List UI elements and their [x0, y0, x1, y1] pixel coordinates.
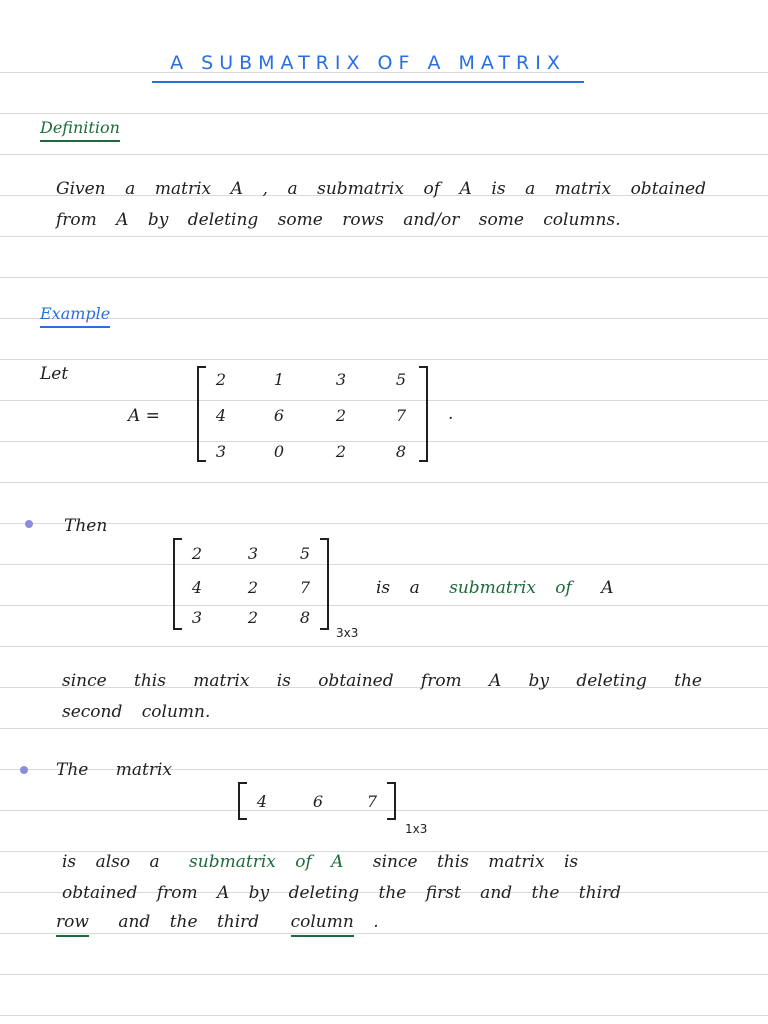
submatrix-3x3-cell-r2c1: 4	[191, 578, 203, 597]
matrix-a-cell-r3c4: 8	[395, 442, 407, 461]
let-label: Let	[40, 364, 69, 384]
page-title: A SUBMATRIX OF A MATRIX	[170, 52, 566, 74]
submatrix-3x3-cell-r1c3: 5	[299, 544, 311, 563]
matrix-a-cell-r1c4: 5	[395, 370, 407, 389]
matrix-a-cell-r3c3: 2	[335, 442, 347, 461]
submatrix-3x3-cell-r1c1: 2	[191, 544, 203, 563]
submatrix-3x3-cell-r3c1: 3	[191, 608, 203, 627]
item1-text-c: A	[601, 578, 614, 598]
item1-text-a: is a	[376, 578, 420, 598]
item1-lead: Then	[64, 516, 108, 536]
submatrix-3x3-right-bracket	[320, 538, 329, 630]
submatrix-1x3-cell-r1c2: 6	[312, 792, 324, 811]
title-underline	[152, 81, 584, 83]
submatrix-3x3-cell-r3c3: 8	[299, 608, 311, 627]
item1-explanation: since this matrix is obtained from A by deleting the second column.	[62, 671, 702, 722]
matrix-a-cell-r1c1: 2	[215, 370, 227, 389]
submatrix-3x3-left-bracket	[173, 538, 182, 630]
item2-lead	[56, 760, 172, 780]
item1-text	[376, 578, 614, 598]
item2-line1-a: is also a	[62, 852, 160, 872]
definition-heading-text: Definition	[40, 118, 120, 142]
item2-keyword: submatrix of A	[189, 852, 344, 872]
submatrix-1x3-dims: 1x3	[405, 822, 428, 836]
item2-line2: obtained from A by deleting the first and the third	[62, 883, 622, 903]
submatrix-1x3	[240, 782, 394, 820]
matrix-a-cell-r3c1: 3	[215, 442, 227, 461]
matrix-a-cell-r2c1: 4	[215, 406, 227, 425]
matrix-a-left-bracket	[197, 366, 206, 462]
submatrix-3x3-cell-r3c2: 2	[247, 608, 259, 627]
item2-column-word: column	[291, 912, 354, 937]
item2-line1-c: since this matrix is	[372, 852, 579, 872]
submatrix-1x3-cell-r1c3: 7	[366, 792, 378, 811]
item2-line1	[62, 852, 702, 872]
item2-lead-a: The	[56, 760, 89, 780]
item2-row-word: row	[56, 912, 89, 937]
example-heading	[40, 304, 110, 323]
definition-text: Given a matrix A , a submatrix of A is a matrix obtained from A by deleting some rows and/or some columns.	[56, 179, 706, 230]
submatrix-3x3-dims: 3x3	[336, 626, 359, 640]
matrix-a-cell-r3c2: 0	[273, 442, 285, 461]
item1-keyword: submatrix of	[449, 578, 572, 598]
submatrix-1x3-right-bracket	[387, 782, 396, 820]
example-heading-text: Example	[40, 304, 110, 328]
item2-line3	[56, 912, 379, 932]
submatrix-3x3-cell-r2c3: 7	[299, 578, 311, 597]
submatrix-3x3	[175, 538, 327, 630]
matrix-a-right-bracket	[419, 366, 428, 462]
matrix-a-cell-r1c3: 3	[335, 370, 347, 389]
submatrix-3x3-cell-r1c2: 3	[247, 544, 259, 563]
submatrix-1x3-left-bracket	[238, 782, 247, 820]
matrix-a-cell-r2c2: 6	[273, 406, 285, 425]
matrix-a-name: A =	[128, 406, 160, 426]
matrix-a-period: .	[448, 404, 454, 424]
matrix-a-cell-r2c4: 7	[395, 406, 407, 425]
matrix-a-cell-r1c2: 1	[273, 370, 285, 389]
submatrix-1x3-cell-r1c1: 4	[256, 792, 268, 811]
item2-line3-period: .	[373, 912, 379, 932]
bullet-dot-icon	[20, 766, 28, 774]
matrix-a-cell-r2c3: 2	[335, 406, 347, 425]
item2-line3-b: and the third	[118, 912, 260, 932]
definition-heading	[40, 118, 120, 137]
bullet-dot-icon	[25, 520, 33, 528]
item2-lead-b: matrix	[115, 760, 173, 780]
submatrix-3x3-cell-r2c2: 2	[247, 578, 259, 597]
matrix-a	[199, 366, 426, 462]
